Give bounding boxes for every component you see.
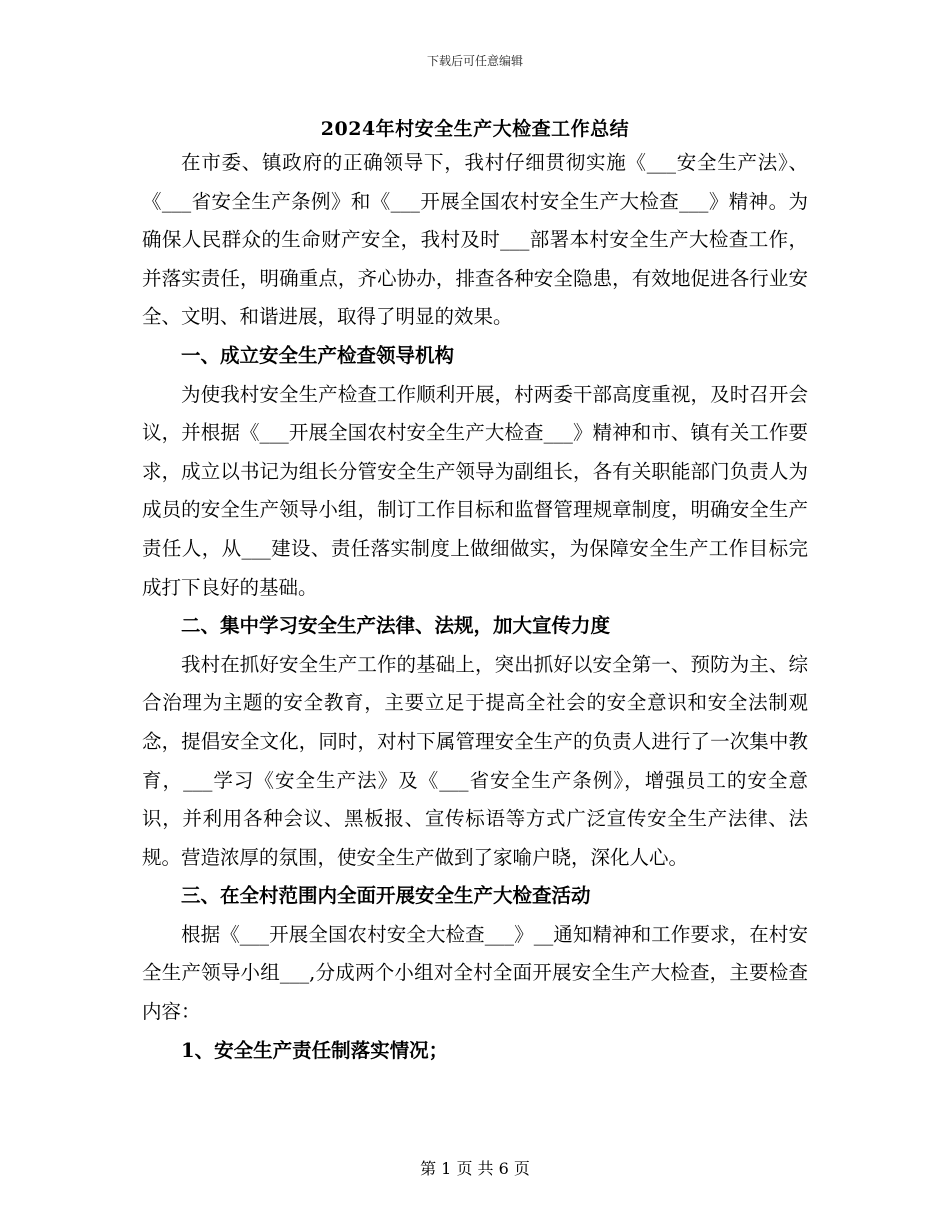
section-body-1: 为使我村安全生产检查工作顺利开展，村两委干部高度重视，及时召开会议，并根据《___开展全国农村安全生产大检查___》精神和市、镇有关工作要求，成立以书记为组长分管安全生产领导为副组长，各有关职能部门负责人为成员的安全生产领导小组，制订工作目标和监督管理规章制度，明确安全生产责任人，从___建设、责任落实制度上做细做实，为保障安全生产工作目标完成打下良好的基础。 (142, 382, 808, 599)
section-heading-3: 三、在全村范围内全面开展安全生产大检查活动 (181, 884, 591, 908)
section-heading-1: 一、成立安全生产检查领导机构 (181, 343, 455, 367)
section-heading-2: 二、集中学习安全生产法律、法规，加大宣传力度 (181, 614, 611, 638)
section-body-2: 我村在抓好安全生产工作的基础上，突出抓好以安全第一、预防为主、综合治理为主题的安全教育，主要立足于提高全社会的安全意识和安全法制观念，提倡安全文化，同时，对村下属管理安全生产的负责人进行了一次集中教育，___学习《安全生产法》及《___省安全生产条例》，增强员工的安全意识，并利用各种会议、黑板报、宣传标语等方式广泛宣传安全生产法律、法规。营造浓厚的氛围，使安全生产做到了家喻户晓，深化人心。 (142, 652, 808, 869)
header-note: 下载后可任意编辑 (426, 54, 523, 68)
document-title: 2024年村安全生产大检查工作总结 (320, 118, 630, 140)
document-body (142, 144, 808, 1070)
page-number: 第 1 页 共 6 页 (420, 1159, 530, 1178)
subheading-1: 1、安全生产责任制落实情况； (181, 1038, 449, 1062)
intro-paragraph: 在市委、镇政府的正确领导下，我村仔细贯彻实施《___安全生产法》、《___省安全生产条例》和《___开展全国农村安全生产大检查___》精神。为确保人民群众的生命财产安全，我村及时___部署本村安全生产大检查工作，并落实责任，明确重点，齐心协办，排查各种安全隐患，有效地促进各行业安全、文明、和谐进展，取得了明显的效果。 (142, 151, 808, 329)
section-body-3: 根据《___开展全国农村安全大检查___》__通知精神和工作要求，在村安全生产领导小组___,分成两个小组对全村全面开展安全生产大检查，主要检查内容： (142, 922, 808, 1024)
